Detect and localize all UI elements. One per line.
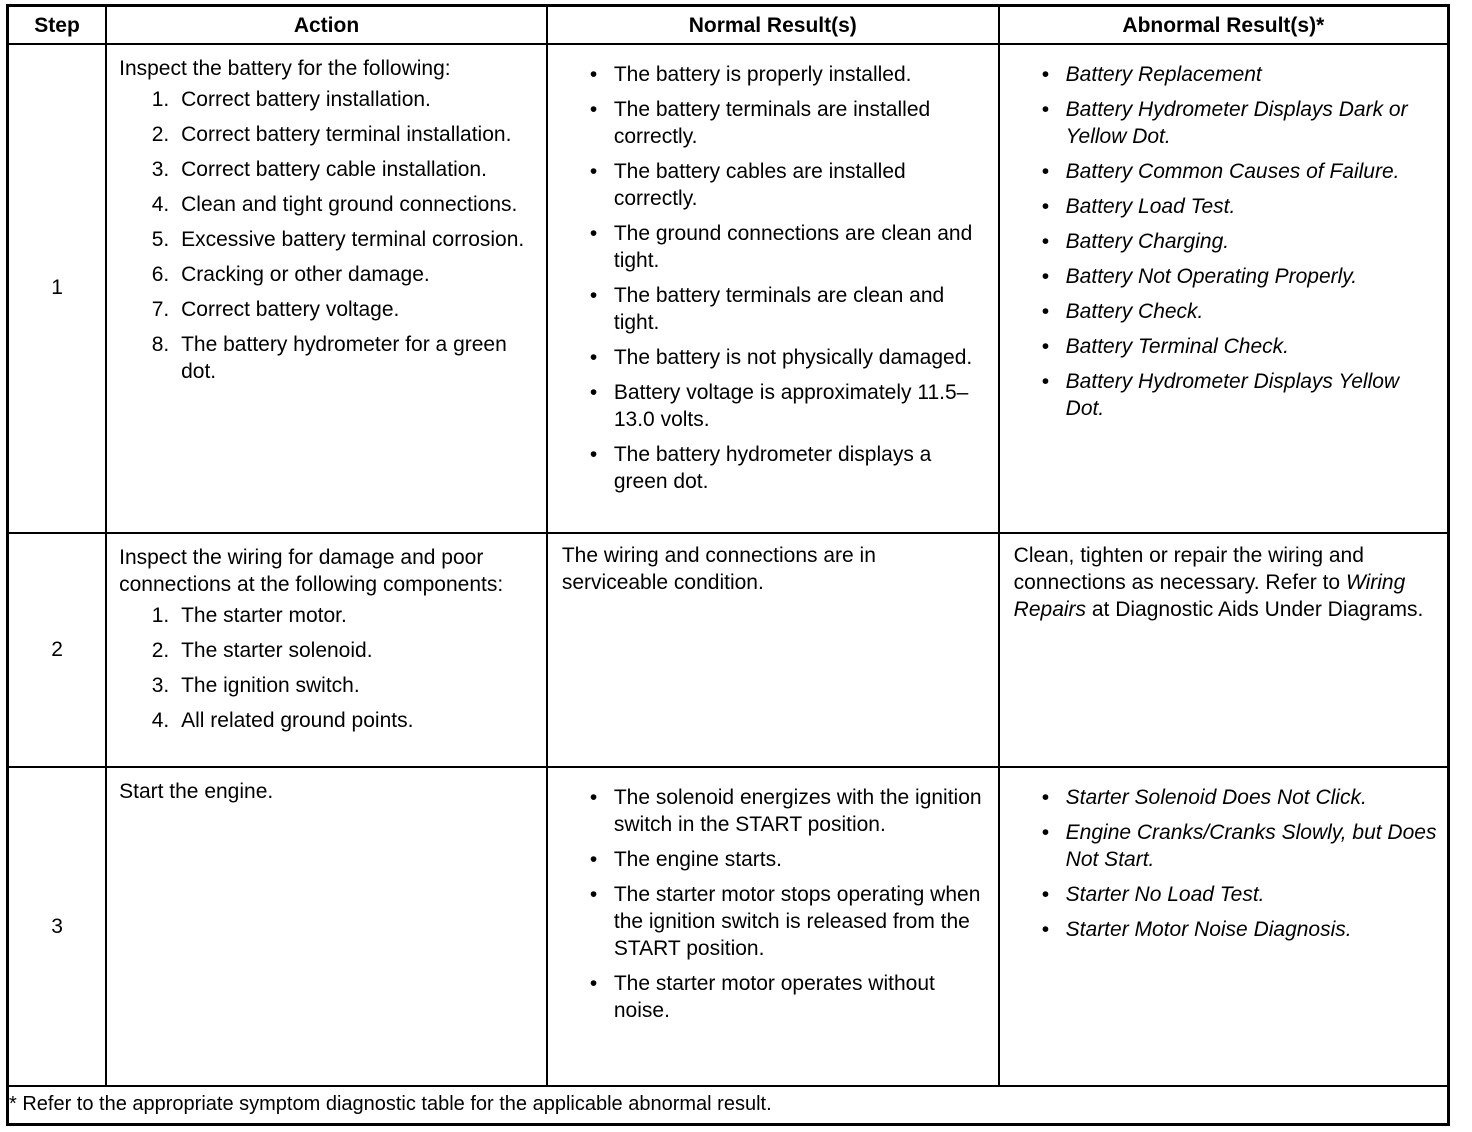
normal-result-item: • Battery voltage is approximately 11.5–13.0 volts. [614, 379, 988, 433]
header-action: Action [106, 6, 547, 45]
action-list [107, 86, 546, 385]
normal-result-item: • The battery hydrometer displays a green dot. [614, 441, 988, 495]
wiring-repairs-link[interactable]: Wiring Repairs [1013, 570, 1406, 621]
abnormal-result-link[interactable]: • Starter No Load Test. [1066, 881, 1437, 908]
abnormal-result-link[interactable]: • Battery Replacement [1066, 61, 1437, 88]
abnormal-result-text [1000, 534, 1447, 623]
action-item: 1. Correct battery installation. [175, 86, 536, 113]
abnormal-result-link[interactable]: • Battery Hydrometer Displays Dark or Yellow Dot. [1066, 96, 1437, 150]
action-intro: Inspect the battery for the following: [119, 57, 451, 80]
normal-result-item: • The battery cables are installed correctly. [614, 158, 988, 212]
diagnostic-table [6, 4, 1450, 1126]
action-item: 4. All related ground points. [175, 707, 536, 734]
header-step: Step [8, 6, 107, 45]
step-number: 2 [8, 533, 107, 767]
normal-result-item: • The ground connections are clean and tight. [614, 220, 988, 274]
table-row [8, 44, 1449, 533]
abnormal-results-cell [999, 767, 1449, 1086]
action-intro: Inspect the wiring for damage and poor connections at the following components: [119, 545, 504, 596]
abnormal-result-link[interactable]: • Battery Load Test. [1066, 193, 1437, 220]
abnormal-result-link[interactable]: • Battery Check. [1066, 298, 1437, 325]
abnormal-result-link[interactable]: • Starter Solenoid Does Not Click. [1066, 784, 1437, 811]
header-normal-results: Normal Result(s) [547, 6, 999, 45]
abnormal-result-link[interactable]: • Battery Hydrometer Displays Yellow Dot. [1066, 368, 1437, 422]
action-item: 3. The ignition switch. [175, 672, 536, 699]
abnormal-results-list [1000, 45, 1447, 422]
footnote-row [8, 1086, 1449, 1125]
abnormal-result-link[interactable]: • Battery Common Causes of Failure. [1066, 158, 1437, 185]
action-item: 8. The battery hydrometer for a green dot. [175, 331, 536, 385]
action-intro: Start the engine. [119, 780, 274, 804]
action-item: 2. Correct battery terminal installation. [175, 121, 536, 148]
table-row [8, 767, 1449, 1086]
normal-result-item: • The starter motor operates without noise. [614, 970, 988, 1024]
action-cell [106, 533, 547, 767]
action-item: 7. Correct battery voltage. [175, 296, 536, 323]
normal-results-cell [547, 767, 999, 1086]
normal-results-cell [547, 533, 999, 767]
table-row [8, 533, 1449, 767]
abnormal-result-link[interactable]: • Battery Not Operating Properly. [1066, 263, 1437, 290]
action-cell [106, 767, 547, 1086]
abnormal-text-post: at Diagnostic Aids Under Diagrams. [1086, 597, 1424, 621]
abnormal-results-cell [999, 533, 1449, 767]
normal-results-list [548, 768, 998, 1024]
normal-result-text: The wiring and connections are in serviceable condition. [561, 543, 876, 594]
normal-results-cell [547, 44, 999, 533]
normal-result-item: • The battery is not physically damaged. [614, 344, 988, 371]
action-item: 3. Correct battery cable installation. [175, 156, 536, 183]
step-number: 1 [8, 44, 107, 533]
normal-result-item: • The starter motor stops operating when the ignition switch is released from the START position. [614, 881, 988, 962]
normal-result-item: • The battery terminals are clean and tight. [614, 282, 988, 336]
footnote: * Refer to the appropriate symptom diagnostic table for the applicable abnormal result. [8, 1086, 1449, 1125]
action-item: 2. The starter solenoid. [175, 637, 536, 664]
abnormal-result-link[interactable]: • Battery Charging. [1066, 228, 1437, 255]
action-item: 5. Excessive battery terminal corrosion. [175, 226, 536, 253]
header-abnormal-results: Abnormal Result(s)* [999, 6, 1449, 45]
action-list [107, 602, 546, 734]
normal-result-item: • The battery terminals are installed correctly. [614, 96, 988, 150]
normal-results-list [548, 45, 998, 495]
step-number: 3 [8, 767, 107, 1086]
header-row [8, 6, 1449, 45]
abnormal-results-list [1000, 768, 1447, 943]
action-item: 4. Clean and tight ground connections. [175, 191, 536, 218]
abnormal-result-link[interactable]: • Engine Cranks/Cranks Slowly, but Does Not Start. [1066, 819, 1437, 873]
normal-result-item: • The engine starts. [614, 846, 988, 873]
abnormal-results-cell [999, 44, 1449, 533]
action-cell [106, 44, 547, 533]
abnormal-text-pre: Clean, tighten or repair the wiring and connections as necessary. Refer to [1013, 543, 1364, 594]
normal-result-item: • The solenoid energizes with the ignition switch in the START position. [614, 784, 988, 838]
action-item: 1. The starter motor. [175, 602, 536, 629]
normal-result-item: • The battery is properly installed. [614, 61, 988, 88]
abnormal-result-link[interactable]: • Battery Terminal Check. [1066, 333, 1437, 360]
action-item: 6. Cracking or other damage. [175, 261, 536, 288]
abnormal-result-link[interactable]: • Starter Motor Noise Diagnosis. [1066, 916, 1437, 943]
